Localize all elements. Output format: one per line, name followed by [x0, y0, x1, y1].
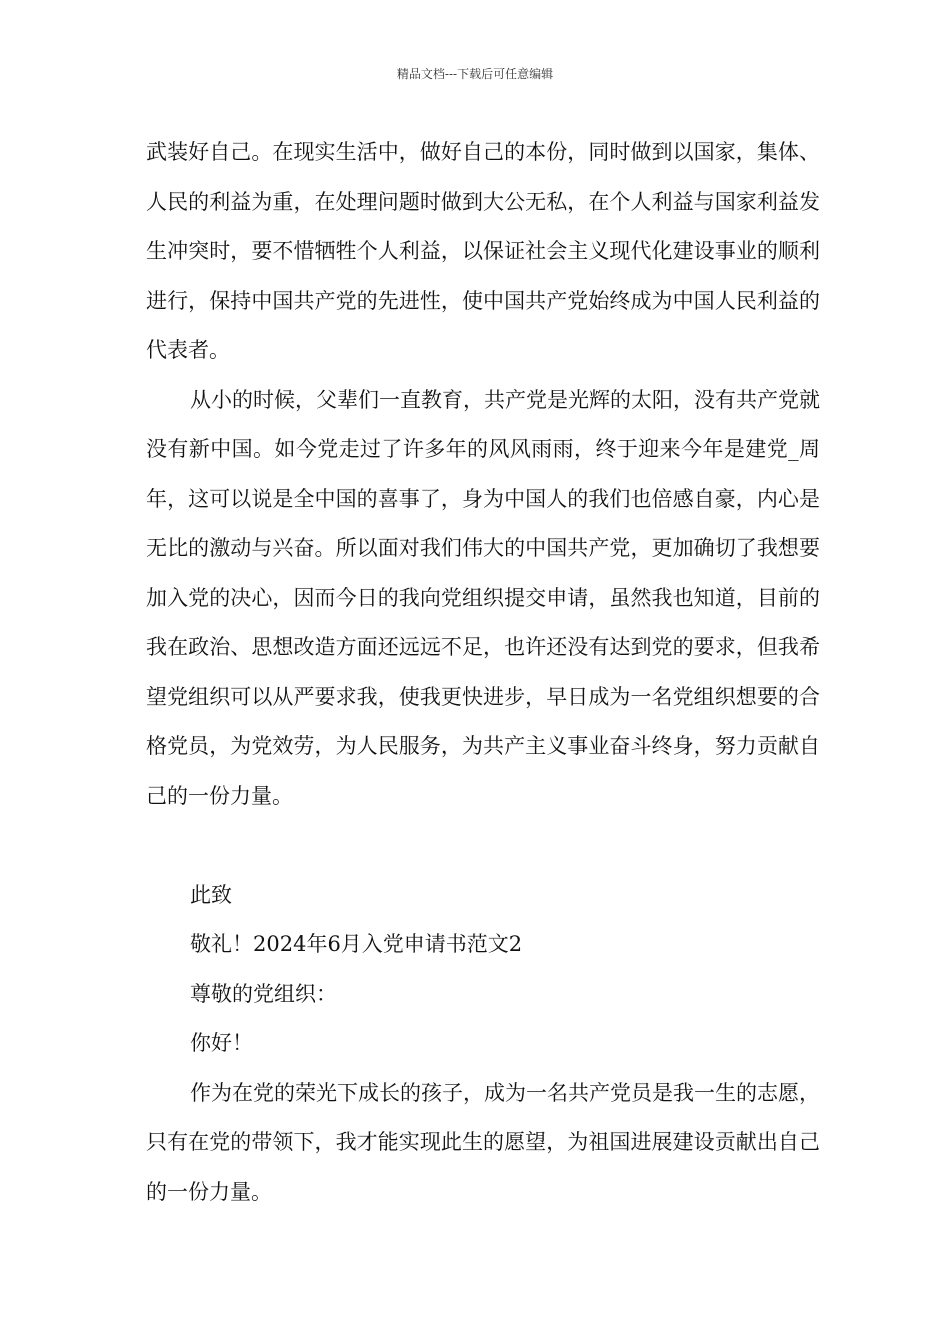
closing-regards-and-title: 敬礼！2024年6月入党申请书范文2: [190, 932, 523, 956]
paragraph-childhood: 从小的时候，父辈们一直教育，共产党是光辉的太阳，没有共产党就没有新中国。如今党走过了许多年的风风雨雨，终于迎来今年是建党_周年，这可以说是全中国的喜事了，身为中国人的我们也倍感自豪，内心是无比的激动与兴奋。所以面对我们伟大的中国共产党，更加确切了我想要加入党的决心，因而今日的我向党组织提交申请，虽然我也知道，目前的我在政治、思想改造方面还远远不足，也许还没有达到党的要求，但我希望党组织可以从严要求我，使我更快进步，早日成为一名党组织想要的合格党员，为党效劳，为人民服务，为共产主义事业奋斗终身，努力贡献自己的一份力量。: [146, 387, 820, 808]
document-body: [146, 128, 820, 1217]
paragraph-continued: 武装好自己。在现实生活中，做好自己的本份，同时做到以国家，集体、人民的利益为重，在处理问题时做到大公无私，在个人利益与国家利益发生冲突时，要不惜牺牲个人利益，以保证社会主义现代化建设事业的顺利进行，保持中国共产党的先进性，使中国共产党始终成为中国人民利益的代表者。: [146, 140, 820, 362]
letter-hello: 你好！: [190, 1031, 253, 1055]
paragraph-aspiration: 作为在党的荣光下成长的孩子，成为一名共产党员是我一生的志愿，只有在党的带领下，我才能实现此生的愿望，为祖国进展建设贡献出自己的一份力量。: [146, 1080, 820, 1204]
page-header: 精品文档---下载后可任意编辑: [396, 67, 554, 81]
closing-salutation: 此致: [190, 882, 232, 907]
letter-greeting: 尊敬的党组织：: [190, 981, 337, 1006]
